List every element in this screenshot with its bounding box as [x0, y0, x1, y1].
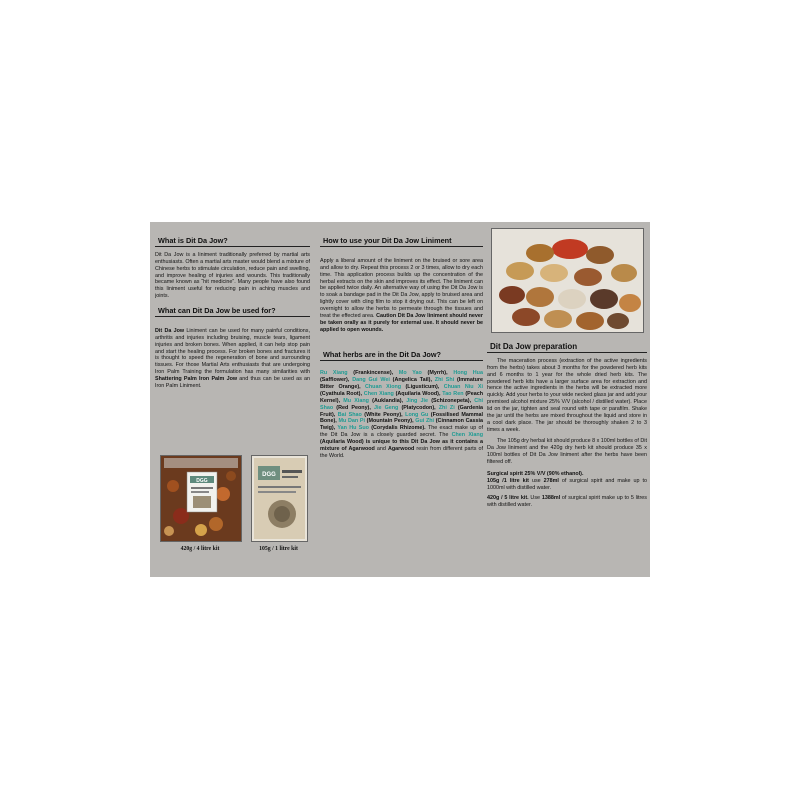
kit-420g-instructions — [487, 495, 647, 509]
herb-name: Mu Xiang — [343, 397, 369, 404]
herb-description: (Cyathula Root), — [320, 391, 364, 398]
herb-name: Long Gu — [405, 411, 429, 418]
herb-name: Chuan Xiong — [364, 384, 402, 391]
herb-description: (Peach Kernel), — [320, 391, 483, 404]
panel-how-to-use — [320, 222, 483, 577]
herb-name: Mu Dan Pi — [338, 418, 365, 425]
herbs-tail-b: (Aquilaria Wood) is unique to this Dit Da Jow as it contains a mixture of — [320, 439, 483, 452]
herb-description: (Angelica Tail), — [389, 377, 435, 384]
herb-name: Ru Xiang — [320, 370, 348, 377]
heading-preparation: Dit Da Jow preparation — [487, 340, 647, 353]
used-for-lead: Dit Da Jow — [155, 328, 185, 335]
product-image-105g — [251, 455, 308, 542]
herb-description: (Mountain Peony), — [364, 418, 416, 425]
preparation-paragraph: The maceration process (extraction of the active ingredients from the herbs) takes about 3 months for the powdered herb kits and 6 months to 1 year for the whole dried herb kits. The powdered herb kits have a larger surface area for extraction and hence the active ingredients in the herbs will be extracted more quickly. Add your herbs to your wide necked glass jar and add your premixed alcohol mixture 25% V/V (alcohol / distilled water). Place lid on the jar, tighten and seal round with tape or parafilm. Shake the jar until the herbs are mixed throughout the liquid and store in a cool dark place. The jar should be thoroughly shaken 2 to 3 times a week. — [487, 358, 647, 433]
heading-what-is: What is Dit Da Jow? — [155, 234, 310, 247]
kit-105g-label: 105g /1 litre kit — [487, 477, 529, 484]
how-to-use-text: Apply a liberal amount of the liniment on the bruised or sore area and allow to dry. Repeat this process 2 or 3 times, allow to dry each time. This application process builds up the concentration of the herbal extracts on the skin and improves its effect. The liniment can be applied twice daily. An alternative way of using the Dit Da Jow is to soak a bandage pad in the Dit Da Jow, apply to bruised area and lightly cover with cling film to stop it drying out. This can be left on overnight to allow the herbs to permeate through the tissues and treat the effected area. — [320, 258, 483, 319]
herb-name: Mo Yao — [398, 370, 422, 377]
herb-description: (Fossilised Mammal Bone), — [320, 411, 483, 425]
heading-herbs: What herbs are in the Dit Da Jow? — [320, 348, 483, 361]
caution-text: Caution Dit Da Jow liniment should never be taken orally as it purely for external use. It should never be applied to open wounds. — [320, 312, 483, 333]
herb-description: (Red Peony), — [333, 404, 374, 411]
herbs-tail-d: resin from different parts of the World. — [320, 445, 483, 459]
kit-420g-text: of surgical spirit make up to 5 litres with distilled water. — [487, 495, 647, 509]
kit-420g-amount: 1388ml — [541, 495, 561, 502]
herbs-photo — [491, 228, 644, 333]
kit-420g-label: 420g / 5 litre kit. — [487, 495, 529, 502]
herb-name: Dang Gui Wei — [352, 377, 390, 384]
used-for-paragraph — [155, 328, 310, 390]
herb-description: (Platycodon), — [398, 404, 439, 411]
agarwood-2: Agarwood — [387, 445, 415, 452]
yield-paragraph: The 105g dry herbal kit should produce 8 x 100ml bottles of Dit Da Jow liniment and the 420g dry herb kit should produce 35 x 100ml bottles of Dit Da Jow liniment after the herbs have been filtered off. — [487, 438, 647, 466]
herb-description: (Schizonepeta), — [428, 397, 475, 404]
herb-name: Hong Hua — [453, 370, 483, 377]
herb-name: Chuan Niu Xi — [443, 384, 483, 391]
agarwood-1: Agarwood — [348, 445, 375, 452]
herb-description: (Safflower), — [320, 377, 353, 384]
product-brand-label: DGG — [262, 472, 276, 478]
herbs-paragraph — [320, 370, 483, 459]
herb-name-chen-xiang: Chen Xiang — [451, 432, 483, 439]
brochure — [150, 222, 650, 577]
herb-description: (Cinnamon Cassia Twig), — [320, 418, 483, 432]
spirit-title-text: Surgical spirit 25% V/V (90% ethanol). — [487, 470, 584, 477]
caption-105g: 105g / 1 litre kit — [259, 546, 298, 552]
svg-text:DGG: DGG — [196, 478, 208, 484]
herb-description: (Gardenia Fruit), — [320, 404, 483, 418]
herb-name: Jie Geng — [373, 404, 399, 411]
herb-name: Bai Shao — [337, 411, 362, 418]
herb-description: (Corydalis Rhizome). — [368, 425, 428, 432]
herbs-tail-c: and — [374, 445, 388, 452]
surgical-spirit-title — [487, 471, 647, 478]
herb-name: Zhi Zi — [438, 404, 455, 411]
herb-list — [320, 370, 483, 431]
herb-name: Tao Ren — [442, 391, 464, 398]
herb-description: (Ligusticum), — [401, 384, 444, 391]
product-image-420g — [160, 455, 242, 542]
shattering-palm-name: Shattering Palm Iron Palm Jow — [155, 376, 238, 383]
heading-used-for: What can Dit Da Jow be used for? — [155, 304, 310, 317]
herb-name: Chen Xiang — [363, 391, 394, 398]
herbs-tail-a: The exact make up of the Dit Da Jow is a closely guarded secret. The — [320, 425, 483, 439]
herb-description: (Aquilaria Wood), — [393, 391, 443, 398]
herb-name: Chi Shao — [320, 397, 483, 411]
herb-description: (Myrrh), — [421, 370, 454, 377]
herb-name: Gui Zhi — [415, 418, 435, 425]
herb-name: Yan Hu Suo — [337, 425, 369, 432]
panel-preparation — [487, 340, 647, 577]
how-to-use-paragraph — [320, 258, 483, 333]
herb-name: Zhi Shi — [434, 377, 455, 384]
herb-name: Jing Jie — [406, 397, 429, 404]
herb-description: (Immature Bitter Orange), — [320, 377, 483, 391]
kit-105g-instructions — [487, 478, 647, 492]
herb-description: (Auklandia), — [368, 397, 407, 404]
kit-105g-amount: 278ml — [543, 477, 559, 484]
heading-how-to-use: How to use your Dit Da Jow Liniment — [320, 234, 483, 247]
herb-description: (Frankincense), — [347, 370, 399, 377]
caption-420g: 420g / 4 litre kit — [180, 546, 220, 552]
kit-420g-use: Use — [528, 495, 542, 502]
used-for-text-b: and thus can be used as an Iron Palm Liniment. — [155, 376, 310, 389]
herb-description: (White Peony), — [361, 411, 406, 418]
kit-105g-use: use — [528, 477, 544, 484]
what-is-paragraph: Dit Da Jow is a liniment traditionally preferred by martial arts enthusiasts. Often a martial arts master would blend a mixture of Chinese herbs to stimulate circulation, reduce pain and swelling, and improve healing of injuries and wounds. This traditionally became known as “hit medicine”. Many people have also found this liniment useful for reducing pain in aching muscles and joints. — [155, 252, 310, 300]
kit-105g-text: of surgical spirit and make up to 1000ml with distilled water. — [487, 477, 647, 491]
used-for-text-a: Liniment can be used for many painful conditions, arthritis and injuries including bruising, muscle tears, ligament injuries and broken bones. When applied, it can help stop pain and start the healing process. For broken bones and fractures it is thought to speed the regeneration of bone and surrounding tissues. For those Martial Arts enthusiasts that are undergoing Iron Palm Training the formulation has many similarities with — [155, 328, 310, 376]
